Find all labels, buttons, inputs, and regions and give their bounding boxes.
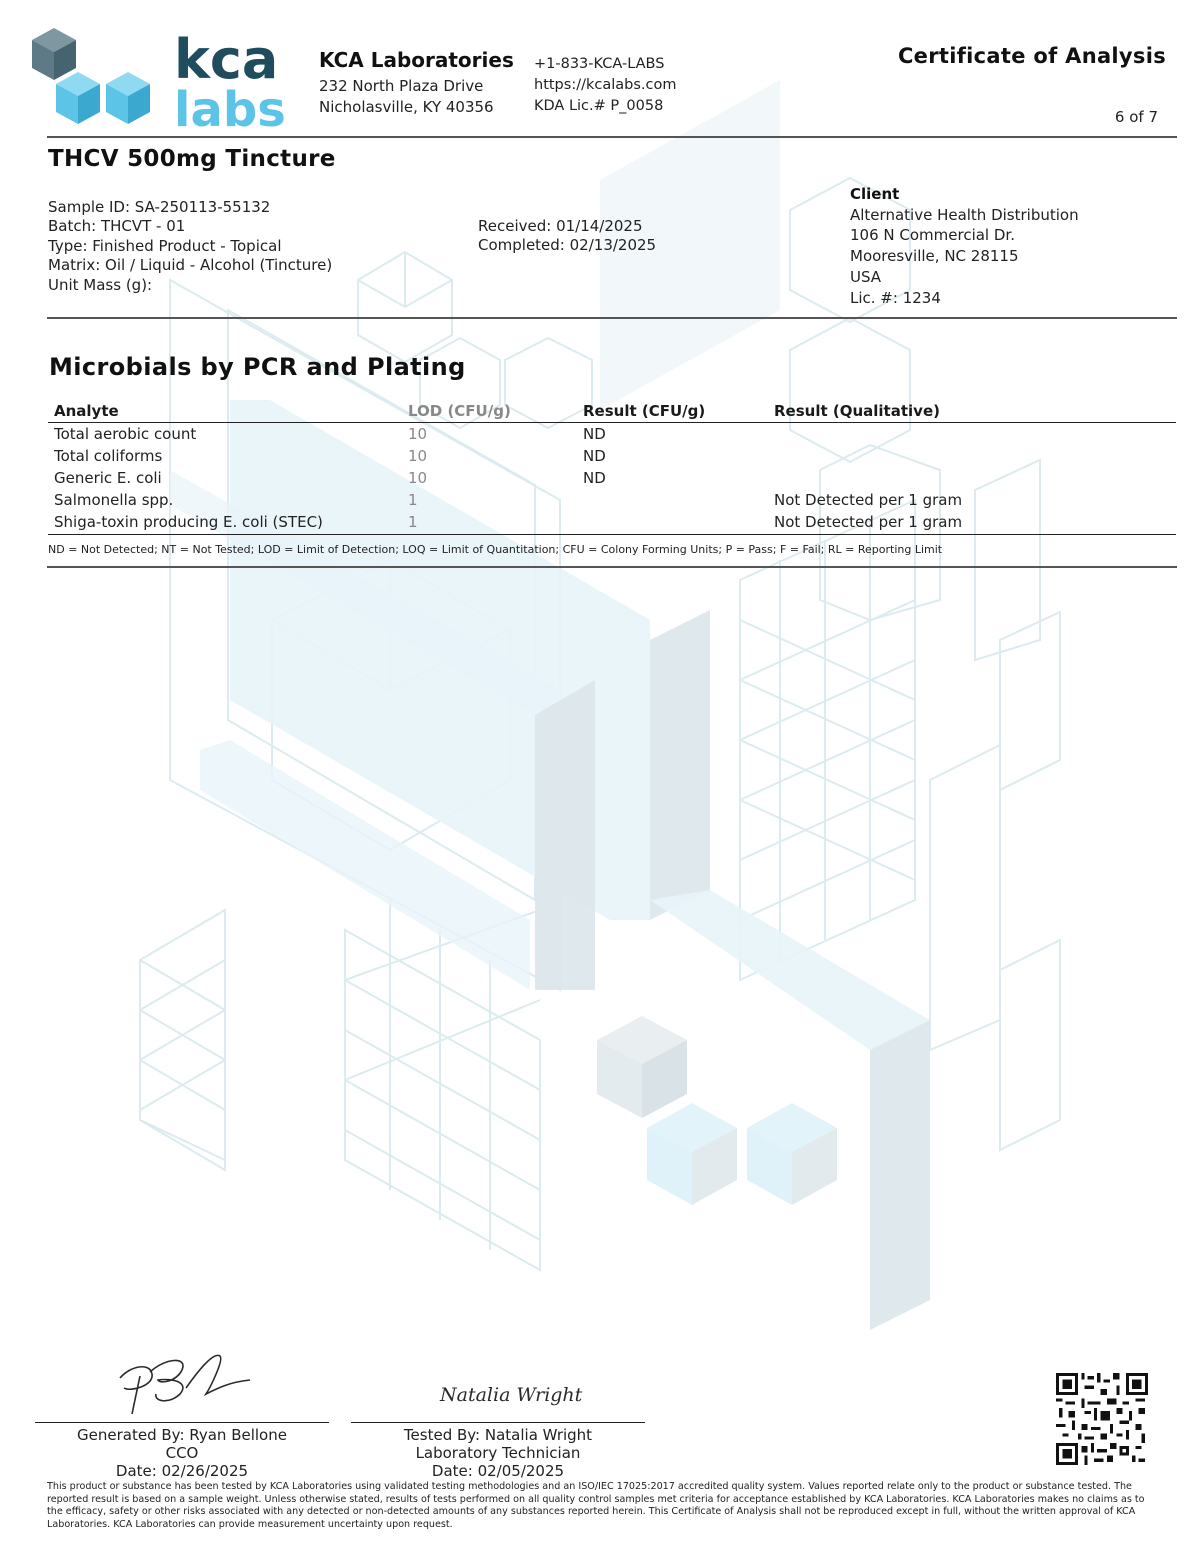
abbreviations-note: ND = Not Detected; NT = Not Tested; LOD = Limit of Detection; LOQ = Limit of Quantitation; CFU = Colony Forming Units; P = Pass; F = Fail; RL = Reporting Limit	[48, 543, 943, 556]
table-row	[48, 445, 1176, 467]
info-divider	[47, 317, 1177, 319]
unit-mass: Unit Mass (g):	[48, 275, 153, 294]
completed-date: Completed: 02/13/2025	[478, 236, 657, 255]
kca-labs-logo	[30, 28, 290, 132]
dates	[478, 217, 656, 256]
client-name: Alternative Health Distribution	[850, 205, 1079, 224]
header-divider	[47, 136, 1177, 138]
page-number: 6 of 7	[1114, 108, 1158, 126]
header-result: Result (CFU/g)	[583, 402, 706, 420]
header-lod: LOD (CFU/g)	[408, 402, 511, 420]
lod-cell: 10	[408, 469, 428, 487]
table-body	[48, 423, 1176, 535]
client-street: 106 N Commercial Dr.	[850, 226, 1015, 245]
analyte-cell: Total coliforms	[54, 447, 163, 465]
signature-ryan-bellone	[110, 1348, 260, 1420]
logo-text-labs: labs	[174, 82, 286, 132]
analyte-cell: Generic E. coli	[54, 469, 162, 487]
client-country: USA	[850, 267, 882, 286]
lab-name: KCA Laboratories	[319, 48, 514, 72]
generated-role: CCO	[165, 1444, 199, 1462]
analyte-cell: Shiga-toxin producing E. coli (STEC)	[54, 513, 323, 531]
lab-address-line2: Nicholasville, KY 40356	[319, 98, 494, 116]
header-result-qualitative: Result (Qualitative)	[774, 402, 940, 420]
table-header-row	[48, 400, 1176, 423]
table-row	[48, 467, 1176, 489]
generated-by: Generated By: Ryan Bellone	[77, 1426, 287, 1444]
client-city: Mooresville, NC 28115	[850, 247, 1019, 266]
table-row	[48, 511, 1176, 533]
sample-id: Sample ID: SA-250113-55132	[48, 198, 271, 216]
disclaimer-text: This product or substance has been tested by KCA Laboratories using validated testing methodologies and an ISO/IEC 17025:2017 accredited quality system. Values reported relate only to the product or substance tested. The reported result is based on a sample weight. Unless otherwise stated, results of tests performed on all quality control samples met criteria for acceptance established by KCA Laboratories. KCA Laboratories makes no claims as to the efficacy, safety or other risks associated with any detected or non-detected amounts of any substances reported herein. This Certificate of Analysis shall not be reproduced except in full, without the written approval of KCA Laboratories. KCA Laboratories can provide measurement uncertainty upon request.	[47, 1481, 1145, 1530]
client-info	[850, 184, 1079, 308]
lab-address-line1: 232 North Plaza Drive	[319, 77, 484, 95]
signature-block-tested	[351, 1426, 645, 1480]
lab-phone: +1-833-KCA-LABS	[534, 56, 665, 72]
section-title: Microbials by PCR and Plating	[49, 353, 466, 381]
signature-natalia-wright: Natalia Wright	[440, 1384, 583, 1406]
tested-by: Tested By: Natalia Wright	[403, 1426, 593, 1444]
product-type: Type: Finished Product - Topical	[48, 236, 282, 255]
signature-line-2	[351, 1422, 645, 1423]
lab-license: KDA Lic.# P_0058	[534, 98, 664, 114]
client-heading: Client	[850, 185, 900, 203]
sample-info	[48, 198, 332, 295]
lod-cell: 10	[408, 447, 428, 465]
received-date: Received: 01/14/2025	[478, 217, 643, 235]
lab-contact	[534, 54, 676, 117]
qualitative-cell: Not Detected per 1 gram	[774, 491, 963, 509]
table-row	[48, 489, 1176, 511]
table-row	[48, 423, 1176, 445]
logo-text-kca: kca	[174, 28, 279, 91]
analyte-cell: Salmonella spp.	[54, 491, 174, 509]
qr-code-icon[interactable]	[1056, 1373, 1148, 1465]
tested-date: Date: 02/05/2025	[431, 1462, 565, 1480]
table-end-divider	[47, 566, 1177, 568]
lod-cell: 10	[408, 425, 428, 443]
signature-block-generated	[35, 1426, 329, 1480]
qualitative-cell: Not Detected per 1 gram	[774, 513, 963, 531]
lab-address	[319, 76, 494, 118]
matrix: Matrix: Oil / Liquid - Alcohol (Tincture)	[48, 256, 333, 275]
header-analyte: Analyte	[54, 402, 119, 420]
signature-line-1	[35, 1422, 329, 1423]
result-cell: ND	[583, 469, 606, 487]
batch: Batch: THCVT - 01	[48, 217, 186, 236]
result-cell: ND	[583, 425, 606, 443]
result-cell: ND	[583, 447, 606, 465]
analyte-cell: Total aerobic count	[54, 425, 197, 443]
lod-cell: 1	[408, 491, 418, 509]
lab-website-link[interactable]: https://kcalabs.com	[534, 77, 677, 93]
client-license: Lic. #: 1234	[850, 288, 941, 307]
generated-date: Date: 02/26/2025	[115, 1462, 249, 1480]
document-title: Certificate of Analysis	[897, 44, 1166, 68]
tested-role: Laboratory Technician	[415, 1444, 581, 1462]
product-name: THCV 500mg Tincture	[48, 146, 336, 172]
results-table	[48, 400, 1176, 535]
lod-cell: 1	[408, 513, 418, 531]
